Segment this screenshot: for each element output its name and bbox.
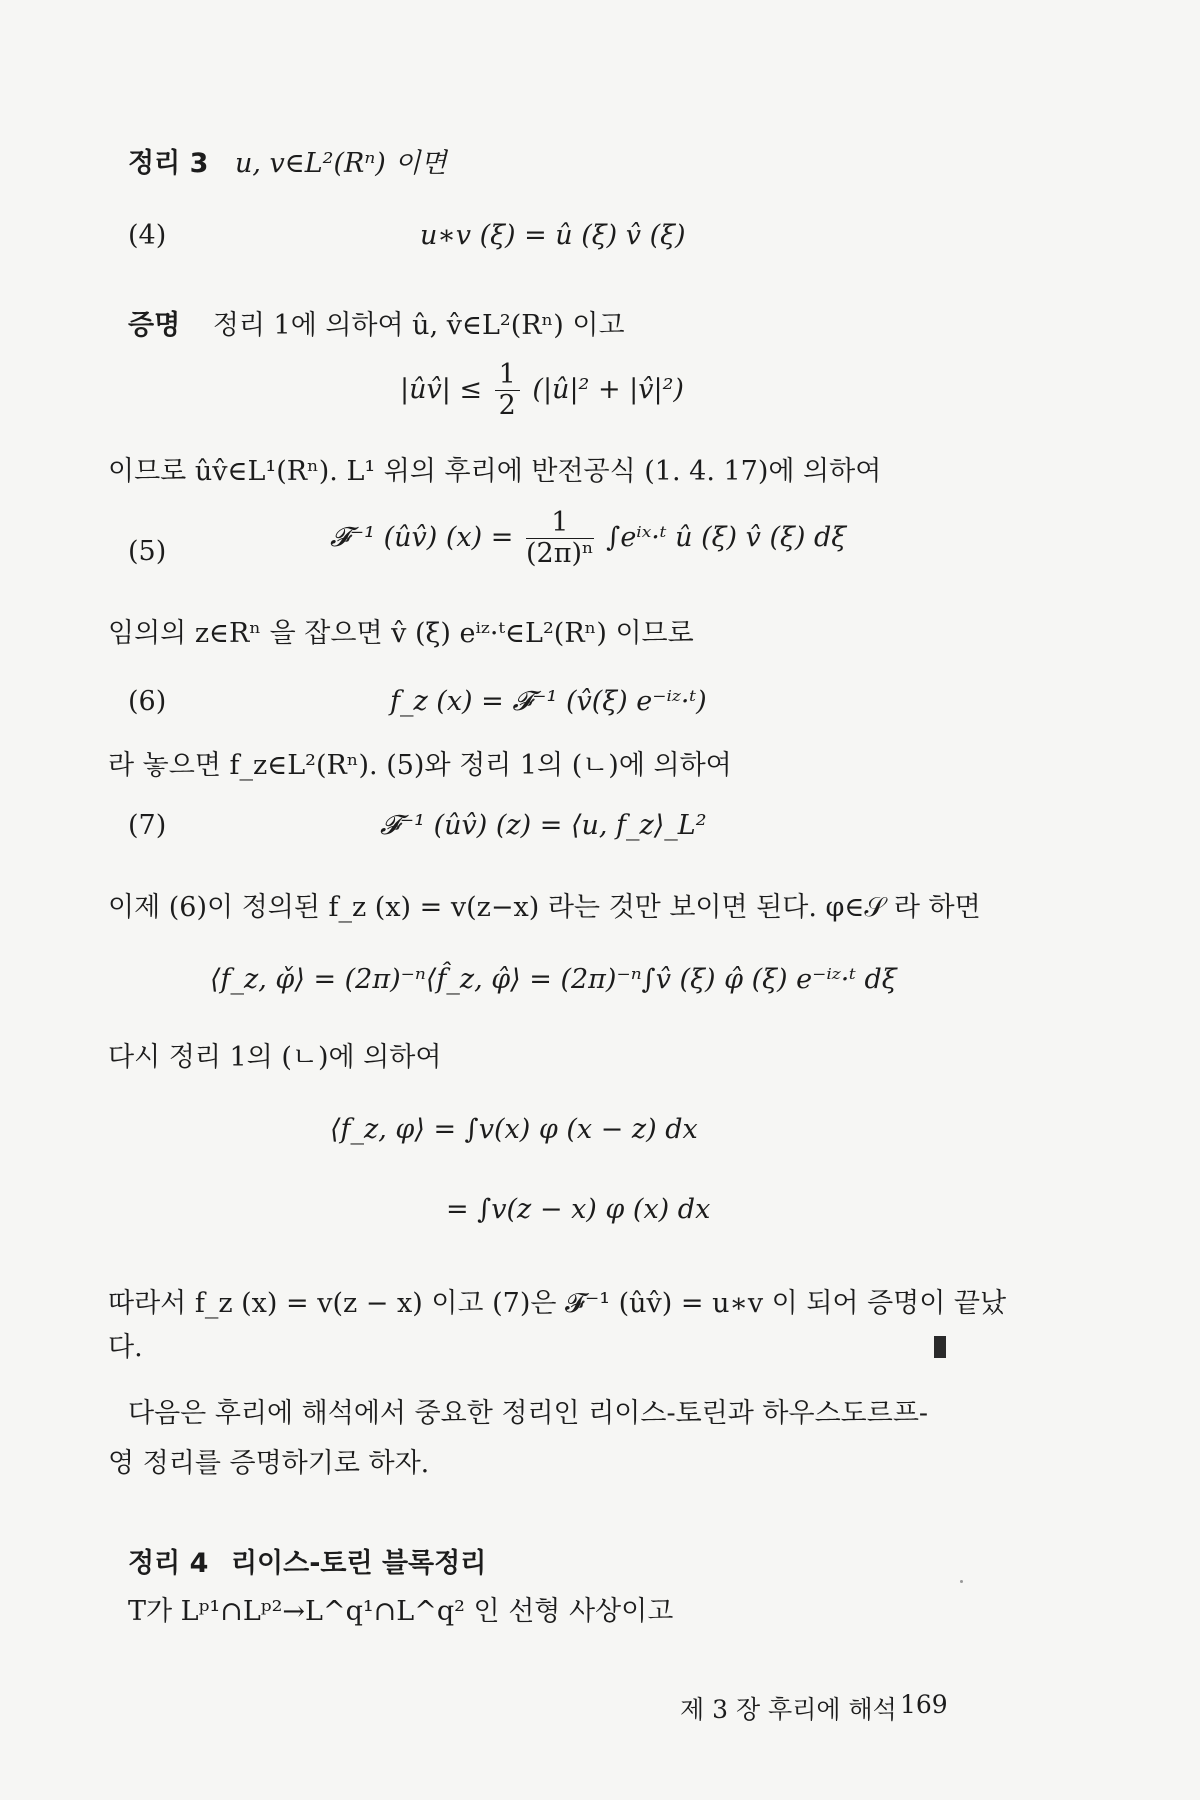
proof-line8: 다. — [108, 1332, 143, 1363]
proof-line2: 이므로 ûv̂∈L¹(Rⁿ). L¹ 위의 후리에 반전공식 (1. 4. 17)에 의하여 — [108, 456, 882, 487]
eq6-tag: (6) — [128, 686, 167, 717]
eq7-tag: (7) — [128, 810, 167, 841]
running-footer-chapter: 제 3 장 후리에 해석 — [680, 1695, 897, 1724]
paragraph-line2: 영 정리를 증명하기로 하자. — [108, 1448, 430, 1479]
print-speck — [960, 1580, 963, 1583]
proof-line1 — [128, 308, 625, 344]
eq5-fraction — [526, 508, 594, 569]
proof-line3: 임의의 z∈Rⁿ 을 잡으면 v̂ (ξ) eⁱᶻ·ᵗ∈L²(Rⁿ) 이므로 — [108, 618, 694, 649]
theorem4-heading — [128, 1546, 486, 1582]
proof-line4: 라 놓으면 f_z∈L²(Rⁿ). (5)와 정리 1의 (ㄴ)에 의하여 — [108, 750, 732, 781]
paragraph-line1: 다음은 후리에 해석에서 중요한 정리인 리이스-토린과 하우스도르프- — [128, 1398, 929, 1429]
theorem3-heading — [128, 146, 447, 182]
ineq-left: |ûv̂| ≤ — [400, 374, 483, 405]
proof-line6: 다시 정리 1의 (ㄴ)에 의하여 — [108, 1042, 442, 1073]
proof-text1: 정리 1에 의하여 û, v̂∈L²(Rⁿ) 이고 — [212, 310, 625, 341]
qed-mark — [934, 1336, 946, 1358]
eq4: u∗v (ξ) = û (ξ) v̂ (ξ) — [420, 220, 686, 251]
eq5-tag: (5) — [128, 536, 167, 567]
eq5-denominator: (2π)ⁿ — [525, 538, 594, 569]
theorem3-label: 정리 3 — [128, 148, 209, 179]
proof-line7: 따라서 f_z (x) = v(z − x) 이고 (7)은 𝓕⁻¹ (ûv̂) = u∗v 이 되어 증명이 끝났 — [108, 1288, 1007, 1319]
eq7: 𝓕⁻¹ (ûv̂) (z) = ⟨u, f_z⟩_L² — [380, 810, 707, 841]
ineq-fraction — [495, 360, 520, 421]
theorem3-statement: u, v∈L²(Rⁿ) 이면 — [234, 148, 447, 179]
theorem4-label: 정리 4 — [128, 1548, 209, 1579]
theorem4-title: 리이스-토린 블록정리 — [230, 1548, 487, 1579]
eq5-right: ∫eⁱˣ·ᵗ û (ξ) v̂ (ξ) dξ — [606, 522, 847, 553]
eq5-numerator: 1 — [526, 508, 594, 539]
eq6: f_z (x) = 𝓕⁻¹ (v̂(ξ) e⁻ⁱᶻ·ᵗ) — [390, 686, 707, 717]
ineq-denominator: 2 — [498, 390, 516, 421]
theorem4-statement: T가 Lᵖ¹∩Lᵖ²→L^q¹∩L^q² 인 선형 사상이고 — [128, 1596, 674, 1627]
proof-label: 증명 — [128, 310, 181, 341]
eq5 — [330, 508, 846, 569]
proof-line5: 이제 (6)이 정의된 f_z (x) = v(z−x) 라는 것만 보이면 된다. φ∈𝒮 라 하면 — [108, 892, 981, 923]
eq8: ⟨f_z, φ̌⟩ = (2π)⁻ⁿ⟨f̂_z, φ̂⟩ = (2π)⁻ⁿ∫v̂ (ξ) φ̂ (ξ) e⁻ⁱᶻ·ᵗ dξ — [210, 964, 897, 995]
inequality — [400, 360, 684, 421]
ineq-numerator: 1 — [495, 360, 520, 391]
eq4-tag: (4) — [128, 220, 167, 251]
ineq-right: (|û|² + |v̂|²) — [532, 374, 684, 405]
eq5-left: 𝓕⁻¹ (ûv̂) (x) = — [330, 522, 514, 553]
eq10: = ∫v(z − x) φ (x) dx — [446, 1194, 711, 1225]
eq9: ⟨f_z, φ⟩ = ∫v(x) φ (x − z) dx — [330, 1114, 698, 1145]
page-number: 169 — [900, 1690, 948, 1719]
